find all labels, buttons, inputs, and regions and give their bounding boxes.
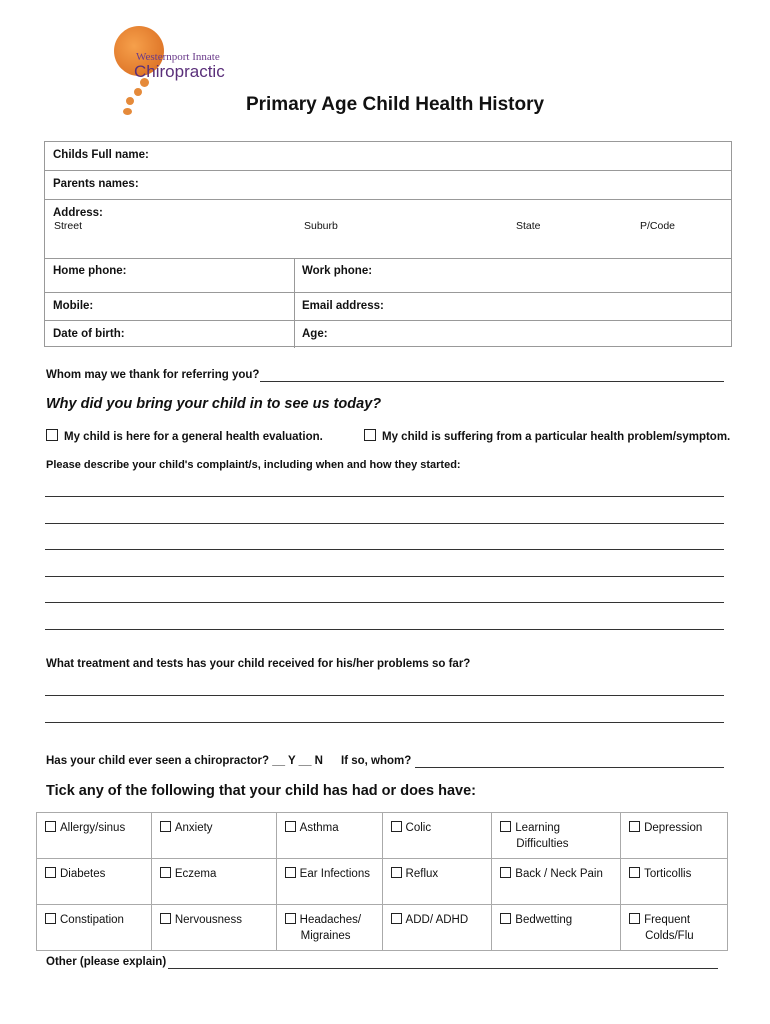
condition-frequent-colds[interactable]: Frequent Colds/Flu — [621, 905, 728, 951]
referral-input-line[interactable] — [260, 381, 724, 382]
general-eval-label: My child is here for a general health evaluation. — [64, 431, 323, 443]
other-label: Other (please explain) — [46, 956, 167, 968]
complaint-line[interactable] — [45, 496, 724, 497]
checkbox-icon[interactable] — [391, 867, 402, 878]
age-label: Age: — [302, 328, 328, 340]
state-label: State — [516, 220, 541, 232]
treatment-prompt: What treatment and tests has your child received for his/her problems so far? — [46, 658, 471, 670]
checkbox-icon[interactable] — [391, 821, 402, 832]
complaint-line[interactable] — [45, 629, 724, 630]
condition-anxiety[interactable]: Anxiety — [151, 813, 276, 859]
checkbox-icon[interactable] — [500, 867, 511, 878]
checkbox-icon[interactable] — [46, 429, 58, 441]
checkbox-icon[interactable] — [364, 429, 376, 441]
suburb-label: Suburb — [304, 220, 338, 232]
condition-ear-infections[interactable]: Ear Infections — [276, 859, 382, 905]
checkbox-icon[interactable] — [500, 821, 511, 832]
checkbox-icon[interactable] — [45, 821, 56, 832]
condition-add-adhd[interactable]: ADD/ ADHD — [382, 905, 492, 951]
home-phone-label: Home phone: — [53, 265, 127, 277]
table-row — [37, 813, 728, 859]
condition-learning[interactable]: Learning Difficulties — [492, 813, 621, 859]
chiropractor-whom-line[interactable] — [415, 767, 724, 768]
complaint-prompt: Please describe your child's complaint/s, including when and how they started: — [46, 459, 461, 471]
parents-names-label: Parents names: — [53, 178, 139, 190]
health-problem-label: My child is suffering from a particular health problem/symptom. — [382, 431, 731, 443]
why-heading: Why did you bring your child in to see us today? — [46, 396, 382, 412]
work-phone-label: Work phone: — [302, 265, 373, 277]
condition-bedwetting[interactable]: Bedwetting — [492, 905, 621, 951]
condition-colic[interactable]: Colic — [382, 813, 492, 859]
email-field[interactable] — [294, 293, 731, 320]
general-eval-option[interactable] — [46, 429, 323, 443]
contact-details-box — [44, 141, 732, 347]
checkbox-icon[interactable] — [629, 867, 640, 878]
condition-allergy[interactable]: Allergy/sinus — [37, 813, 152, 859]
condition-eczema[interactable]: Eczema — [151, 859, 276, 905]
dob-field[interactable] — [45, 321, 294, 348]
dob-label: Date of birth: — [53, 328, 125, 340]
complaint-line[interactable] — [45, 576, 724, 577]
mobile-label: Mobile: — [53, 300, 94, 312]
dob-age-row — [45, 321, 731, 348]
checkbox-icon[interactable] — [500, 913, 511, 924]
condition-nervousness[interactable]: Nervousness — [151, 905, 276, 951]
work-phone-field[interactable] — [294, 259, 731, 292]
condition-reflux[interactable]: Reflux — [382, 859, 492, 905]
condition-constipation[interactable]: Constipation — [37, 905, 152, 951]
condition-depression[interactable]: Depression — [621, 813, 728, 859]
address-label: Address: — [53, 207, 103, 219]
condition-diabetes[interactable]: Diabetes — [37, 859, 152, 905]
checkbox-icon[interactable] — [391, 913, 402, 924]
logo-text-line2: Chiropractic — [134, 62, 225, 81]
email-label: Email address: — [302, 300, 384, 312]
checkbox-icon[interactable] — [285, 867, 296, 878]
page-title: Primary Age Child Health History — [245, 94, 545, 115]
treatment-line[interactable] — [45, 722, 724, 723]
phone-row — [45, 259, 731, 293]
checkbox-icon[interactable] — [160, 821, 171, 832]
complaint-line[interactable] — [45, 549, 724, 550]
checkbox-icon[interactable] — [629, 913, 640, 924]
table-row — [37, 859, 728, 905]
conditions-table — [36, 812, 728, 951]
age-field[interactable] — [294, 321, 731, 348]
childs-name-label: Childs Full name: — [53, 149, 149, 161]
complaint-line[interactable] — [45, 523, 724, 524]
chiropractor-question: Has your child ever seen a chiropractor? __ Y __ N — [46, 755, 323, 767]
table-row — [37, 905, 728, 951]
checkbox-icon[interactable] — [45, 913, 56, 924]
checkbox-icon[interactable] — [45, 867, 56, 878]
checkbox-icon[interactable] — [629, 821, 640, 832]
street-label: Street — [54, 220, 83, 232]
logo-text-line1: Westernport Innate — [136, 51, 220, 63]
checkbox-icon[interactable] — [285, 821, 296, 832]
referral-label: Whom may we thank for referring you? — [46, 369, 260, 381]
other-input-line[interactable] — [168, 968, 718, 969]
condition-asthma[interactable]: Asthma — [276, 813, 382, 859]
checkbox-icon[interactable] — [160, 867, 171, 878]
address-field[interactable] — [45, 200, 731, 259]
chiropractor-whom-label: If so, whom? — [341, 755, 412, 767]
condition-torticollis[interactable]: Torticollis — [621, 859, 728, 905]
childs-name-field[interactable] — [45, 142, 731, 171]
checkbox-icon[interactable] — [285, 913, 296, 924]
mobile-email-row — [45, 293, 731, 321]
health-problem-option[interactable] — [364, 429, 730, 443]
treatment-line[interactable] — [45, 695, 724, 696]
complaint-line[interactable] — [45, 602, 724, 603]
condition-headaches[interactable]: Headaches/ Migraines — [276, 905, 382, 951]
pcode-label: P/Code — [640, 220, 676, 232]
tick-heading: Tick any of the following that your child has had or does have: — [46, 783, 476, 799]
checkbox-icon[interactable] — [160, 913, 171, 924]
mobile-field[interactable] — [45, 293, 294, 320]
condition-back-neck-pain[interactable]: Back / Neck Pain — [492, 859, 621, 905]
home-phone-field[interactable] — [45, 259, 294, 292]
parents-names-field[interactable] — [45, 171, 731, 200]
